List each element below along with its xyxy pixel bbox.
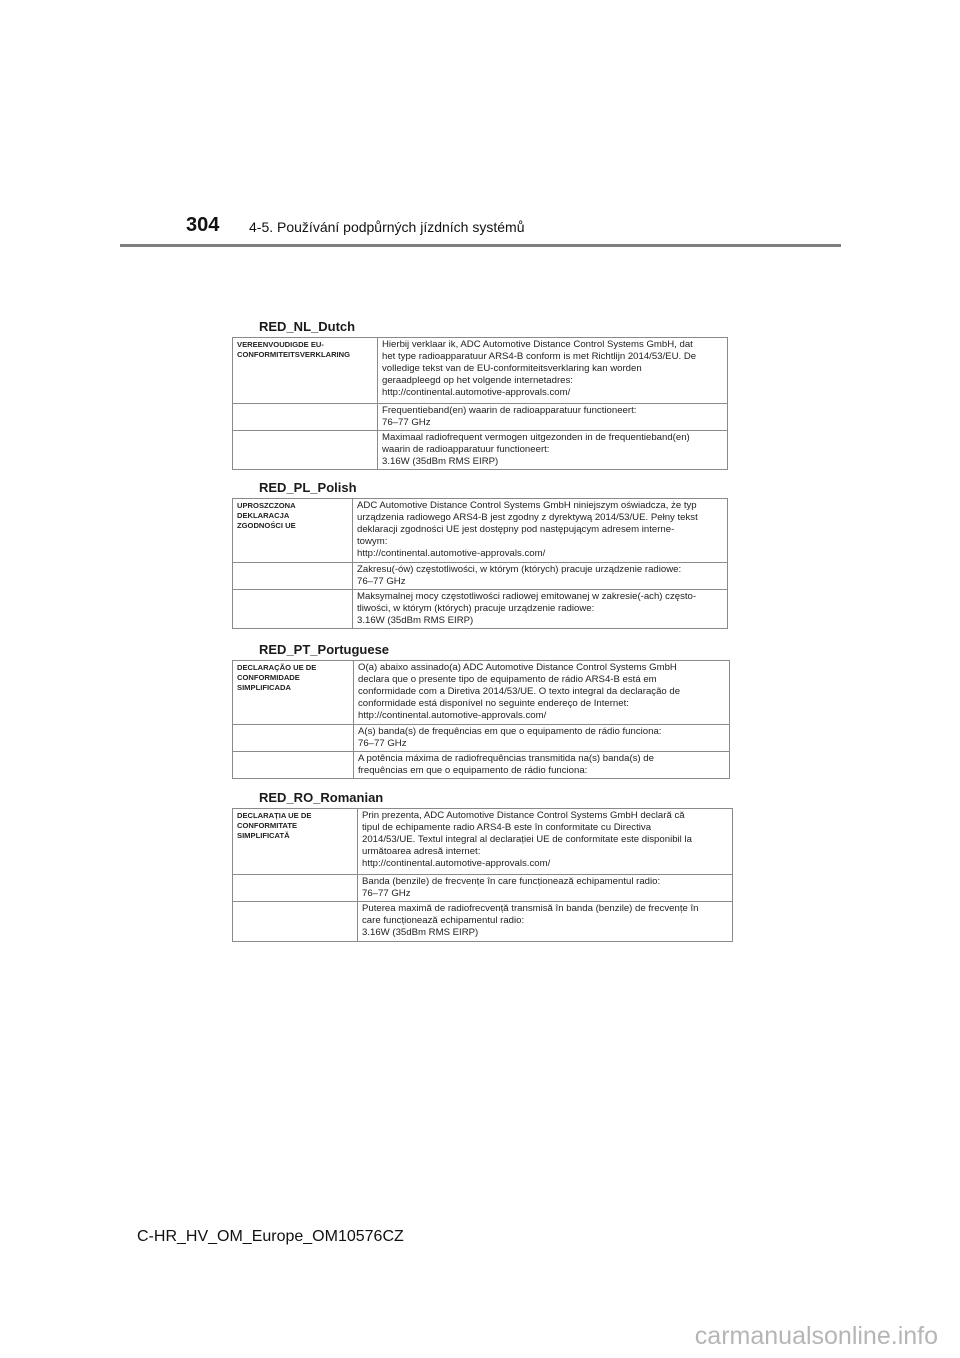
power-text: Maksymalnej mocy częstotliwości radiowej emitowanej w zakresie(-ach) często- tliwości, w którym (których) pracuje urządzenie radiowe: 3.16W (35dBm RMS EIRP) (353, 590, 728, 629)
frequency-text: A(s) banda(s) de frequências em que o equipamento de rádio funciona: 76–77 GHz (354, 725, 730, 752)
declaration-label: DECLARAȚIA UE DE CONFORMITATE SIMPLIFICATĂ (233, 809, 358, 875)
header-rule (120, 244, 841, 247)
frequency-text: Frequentieband(en) waarin de radioapparatuur functioneert: 76–77 GHz (378, 404, 728, 431)
declaration-table (232, 660, 730, 779)
declaration-table (232, 337, 728, 470)
table-row (233, 725, 730, 752)
declaration-table (232, 498, 728, 629)
empty-cell (233, 431, 378, 470)
section-portuguese (232, 641, 730, 779)
document-code: C-HR_HV_OM_Europe_OM10576CZ (137, 1228, 404, 1245)
section-polish (232, 479, 728, 629)
empty-cell (233, 404, 378, 431)
table-row (233, 590, 728, 629)
page-number: 304 (186, 214, 220, 236)
section-romanian (232, 789, 733, 942)
table-row (233, 338, 728, 404)
frequency-text: Banda (benzile) de frecvențe în care funcționează echipamentul radio: 76–77 GHz (358, 875, 733, 902)
table-row (233, 431, 728, 470)
declaration-text: Prin prezenta, ADC Automotive Distance Control Systems GmbH declară că tipul de echipamente radio ARS4-B este în conformitate cu Directiva 2014/53/UE. Textul integral al declarației UE de conformitate este disponibil la următoarea adresă internet: http://continental.automotive-approvals.com/ (358, 809, 733, 875)
empty-cell (233, 725, 354, 752)
table-row (233, 404, 728, 431)
declaration-label: DECLARAÇÃO UE DE CONFORMIDADE SIMPLIFICADA (233, 661, 354, 725)
empty-cell (233, 875, 358, 902)
section-title: RED_NL_Dutch (259, 319, 356, 334)
table-row (233, 752, 730, 779)
empty-cell (233, 902, 358, 942)
section-title: RED_PL_Polish (259, 480, 357, 495)
declaration-text: ADC Automotive Distance Control Systems GmbH niniejszym oświadcza, że typ urządzenia radiowego ARS4-B jest zgodny z dyrektywą 2014/53/UE. Pełny tekst deklaracji zgodności UE jest dostępny pod następującym adresem interne- towym: http://continental.automotive-approvals.com/ (353, 499, 728, 563)
chapter-title: 4-5. Používání podpůrných jízdních systémů (249, 219, 525, 235)
power-text: Puterea maximă de radiofrecvență transmisă în banda (benzile) de frecvențe în care funcționează echipamentul radio: 3.16W (35dBm RMS EIRP) (358, 902, 733, 942)
watermark: carmanualsonline.info (694, 1322, 938, 1350)
table-row (233, 809, 733, 875)
power-text: A potência máxima de radiofrequências transmitida na(s) banda(s) de frequências em que o equipamento de rádio funciona: (354, 752, 730, 779)
declaration-label: UPROSZCZONA DEKLARACJA ZGODNOŚCI UE (233, 499, 353, 563)
table-row (233, 563, 728, 590)
empty-cell (233, 563, 353, 590)
power-text: Maximaal radiofrequent vermogen uitgezonden in de frequentieband(en) waarin de radioapparatuur functioneert: 3.16W (35dBm RMS EIRP) (378, 431, 728, 470)
section-title: RED_PT_Portuguese (259, 642, 390, 657)
empty-cell (233, 590, 353, 629)
declaration-label: VEREENVOUDIGDE EU- CONFORMITEITSVERKLARING (233, 338, 378, 404)
section-title: RED_RO_Romanian (259, 790, 384, 805)
table-row (233, 499, 728, 563)
empty-cell (233, 752, 354, 779)
table-row (233, 661, 730, 725)
declaration-table (232, 808, 733, 942)
frequency-text: Zakresu(-ów) częstotliwości, w którym (których) pracuje urządzenie radiowe: 76–77 GHz (353, 563, 728, 590)
table-row (233, 875, 733, 902)
declaration-text: Hierbij verklaar ik, ADC Automotive Distance Control Systems GmbH, dat het type radioapparatuur ARS4-B conform is met Richtlijn 2014/53/EU. De volledige tekst van de EU-conformiteitsverklaring kan worden geraadpleegd op het volgende internetadres: http://continental.automotive-approvals.com/ (378, 338, 728, 404)
declaration-text: O(a) abaixo assinado(a) ADC Automotive Distance Control Systems GmbH declara que o presente tipo de equipamento de rádio ARS4-B está em conformidade com a Diretiva 2014/53/UE. O texto integral da declaração de conformidade está disponível no seguinte endereço de Internet: http://continental.automotive-approvals.com/ (354, 661, 730, 725)
section-dutch (232, 318, 728, 470)
table-row (233, 902, 733, 942)
